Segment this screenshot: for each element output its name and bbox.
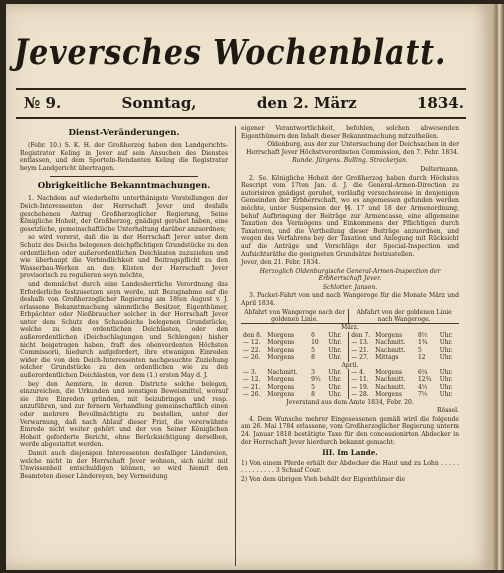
timetable-head-left: Abfahrt von Wangeroge nach der goldenen Linie. (241, 309, 349, 324)
dienst-text: (Febr. 10.) S. K. H. der Großherzog haben den Landgerichts-Registrator Keling in Jever auf sein Ansuchen des Dienstes entlassen, und dem Sporteln-Rendanten Keling die Registratur beym Landgericht übertragen. (20, 142, 228, 172)
issue-year: 1834. (416, 94, 464, 112)
section-title-bekanntmachungen: Obrigkeitliche Bekanntmachungen. (37, 181, 211, 192)
timetable-cell: Uhr. (439, 368, 453, 376)
timetable-cell: 8 (311, 391, 315, 399)
timetable-cell: Uhr. (439, 354, 453, 362)
timetable-cell: Uhr. (328, 339, 342, 347)
timetable-cell: 12 (417, 354, 426, 362)
timetable-cell: Morgens (267, 346, 295, 354)
timetable-cell: Morgens (375, 368, 403, 376)
timetable-cell: — 27. (349, 354, 373, 361)
timetable-row (241, 347, 459, 354)
issue-line (24, 94, 464, 112)
timetable-cell: — 3. (243, 368, 257, 376)
timetable-cell: Morgens (267, 391, 295, 399)
timetable-cell: Morgens (267, 354, 295, 362)
timetable-cell: Nachmitt. (375, 339, 406, 347)
timetable-cell: Uhr. (439, 376, 453, 384)
timetable-cell: Nachmitt. (267, 368, 298, 376)
page-edge (492, 4, 504, 570)
paragraph-6-date: Jever, den 21. Febr. 1834. (241, 259, 321, 267)
timetable-row (241, 384, 459, 391)
timetable-row (241, 369, 459, 376)
timetable-cell: den 8. (243, 331, 262, 339)
timetable-cell: 12¾ (417, 376, 432, 384)
timetable-cell: — 12. (243, 339, 261, 347)
timetable-cell: — 22. (243, 346, 261, 354)
timetable-cell: — 13. (349, 339, 373, 346)
paragraph-1: 1. Nachdem auf wiederholte unterthänigste Vorstellungen der Deich-Interessenten der Herrschaft Jever und desfalls geschehenen Antrag Großherzoglicher Regierung, Seine Königliche Hoheit, der Großherzog, gnädigst geruhet haben, eine gesetzliche, gemeinschaftliche Unterhaltung darüber anzuordnen; (20, 195, 228, 233)
column-divider (235, 126, 236, 566)
timetable-cell: — 11. (349, 376, 373, 383)
timetable-cell: 5 (417, 346, 422, 354)
timetable-cell: 8½ (417, 331, 428, 339)
timetable-month-march: März. (341, 324, 359, 332)
timetable-cell: — 12. (243, 376, 261, 384)
timetable-cell: Morgens (375, 331, 403, 339)
timetable-cell: — 26. (243, 391, 261, 399)
timetable-cell: Uhr. (439, 339, 453, 347)
timetable-cell: den 7. (349, 332, 373, 339)
right-cont-1: eigener Verantwortlichkeit, befohlen, solchen abwesenden Eigenthümern den Inhalt dieser Bekanntmachung mitzutheilen. (241, 125, 459, 140)
timetable-head-right: Abfahrt von der goldenen Linie nach Wangeroge. (349, 309, 459, 324)
masthead-rule-top (16, 88, 466, 90)
timetable-cell: 9½ (311, 376, 321, 384)
timetable-month-april: April. (341, 361, 359, 369)
timetable-cell: Uhr. (328, 354, 342, 362)
timetable-row (241, 391, 459, 398)
paragraph-8: 4. Dem Wunsche mehrer Eingesessenen gemäß wird die folgende am 26. Mai 1784 erlassene, vom Großherzoglicher Regierung unterm 24. Januar 1818 bestätigte Taxe für den concessionirten Abdecker in der Herrschaft Jever hierdurch bekannt gemacht: (241, 415, 459, 446)
timetable-row (241, 332, 459, 339)
timetable-cell: Uhr. (328, 383, 342, 391)
right-column (241, 125, 459, 484)
timetable-cell: Morgens (267, 376, 295, 384)
timetable-cell: 5 (311, 383, 315, 391)
timetable-april-rows (241, 369, 459, 399)
paragraph-6: 2. Se. Königliche Hoheit der Großherzog haben durch Höchstes Rescript vom 17ten Jan. d. J. die General-Armen-Direction zu autorisiren gnädigst geruhet, vorläufig versuchsweise in denjenigen Gemeinden der Erbherrschaft, wo es angemessen gefunden werden möchte, unter Suspension der §§. 17 und 18 der Armenordnung, behuf Aufbringung der Beiträge zur Armencasse, eine allgemeine Taxation des Vermögens und Einkommens der Pflichtigen durch Taxatoren, und die Vertheilung dieser Beiträge anzuordnen, und wegen des Verfahrens bey der Taxation und Anlegung mit Rücksicht auf die Anträge und Vorschläge der Special-Inspection und Aufsichtsräthe die geeigneten Grundsätze festzustellen. (241, 174, 459, 258)
paragraph-3: und demnächst durch eine Landesherrliche Verordnung das Erforderliche festzusetzen seyn werde, mit Bezugnahme auf die deshalb von Großherzoglicher Regierung am 18ten August v. J. erlassene Bekanntmachung sämmtliche Besitzer, Eigenthümer, Erbpächter oder Nießbraucher solcher in der Herrschaft Jever unter dem Schutz des Schaudeichs belegenen Grundstücke, welche zu den ordentlichen Deichlasten, oder den außerordentlichen (Deichschlagungen und Schlengen) bisher nicht beigetragen haben, fraft des obenvordenten Höchsten Commissorii, hiedurch aufgefordert, ihre etwanigen Einreden wider die von den Deich-Interessenten nachgesuchte Zuziehung solcher Grundstücke zu den ordentlichen wie zu den außerordentlichen Deichlasten, vor dem (1.) ersten May d. J. (20, 280, 228, 380)
timetable-cell: 3 (311, 368, 315, 376)
signature-1: Runde. Jürgens. Bulling. Strackerjan. (292, 157, 408, 165)
timetable-cell: Nachmitt. (375, 383, 406, 391)
timetable-cell: Uhr. (439, 391, 453, 399)
timetable-cell: — 28. (349, 391, 373, 398)
timetable-cell: — 4. (349, 369, 373, 376)
timetable-cell: Morgens (375, 391, 403, 399)
timetable-cell: Uhr. (439, 383, 453, 391)
timetable-cell: Uhr. (328, 368, 342, 376)
timetable-cell: 6 (311, 331, 315, 339)
paragraph-7-date: Jeverstand aus dem Amte 1834, Febr. 20. (286, 398, 414, 406)
masthead-title: Jeversches Wochenblatt. (14, 32, 447, 73)
timetable-cell: Uhr. (328, 391, 342, 399)
timetable-row (241, 339, 459, 346)
ferry-timetable (241, 309, 459, 399)
signature-2-names: Schlotter. Janson. (322, 283, 378, 291)
tariff-item-1: 1) Von einem Pferde erhält der Abdecker die Haut und zu Lohn . . . . . . . . . . . . . . 3 Schaaf Cour. (241, 459, 459, 475)
issue-day: Sonntag, (121, 94, 197, 112)
issue-number: № 9. (24, 94, 62, 112)
paragraph-4: bey den Aemtern, in deren Districte solche belegen, einzureichen, die Urkunden und sonstigen Beweismittel, worauf sie ihre Einreden gründen, mit beizubringen und resp. anzuführen, und zur fernern Verhandlung gemeinschaftlich einen oder mehrere Bevollmächtigte zu bestellen, unter der Verwarnung, daß nach Ablauf dieser Frist, die vorerwähnte Einrede nicht weiter gehört und der von Seiner Königlichen Hoheit geforderte Bericht, ohne Berücksichtigung derselben, werde abgestattet werden. (20, 380, 228, 449)
timetable-cell: Nachmitt. (375, 376, 406, 384)
timetable-cell: Nachmitt. (375, 346, 406, 354)
timetable-cell: Uhr. (328, 346, 342, 354)
timetable-cell: Uhr. (439, 331, 453, 339)
timetable-cell: Uhr. (328, 331, 342, 339)
timetable-cell: Uhr. (439, 346, 453, 354)
masthead-rule-bottom (16, 117, 466, 119)
subsection-title: III. Im Lande. (322, 448, 378, 458)
timetable-cell: 4½ (417, 383, 428, 391)
issue-date: den 2. März (256, 94, 357, 112)
timetable-cell: 10 (311, 339, 319, 347)
section-divider (50, 176, 198, 177)
timetable-cell: — 21. (349, 347, 373, 354)
timetable-cell: 1¾ (417, 339, 428, 347)
timetable-row (241, 354, 459, 361)
timetable-cell: 5 (311, 346, 315, 354)
signature-2: Herzoglich Oldenburgische General-Armen-Inspection der Erbherrschaft Jever. (259, 267, 441, 283)
paragraph-5: Damit auch diejenigen Interessenten desfalliger Ländereien, welche nicht in der Herrschaft Jever wohnen, sich nicht mit Unwissenheit entschuldigen können, so wird hiemit den Beamteten dieser Ländereyen, bey Vermeidung (20, 449, 228, 480)
timetable-cell: 6¼ (417, 368, 428, 376)
paragraph-7: 3. Packet-Fahrt von und nach Wangeroge für die Monate März und April 1834. (241, 292, 459, 308)
signature-1b: Deltermann. (420, 165, 459, 173)
timetable-cell: — 26. (243, 354, 261, 362)
timetable-cell: Mittags (375, 354, 399, 362)
timetable-cell: Uhr. (328, 376, 342, 384)
timetable-cell: — 19. (349, 384, 373, 391)
timetable-cell: Morgens (267, 339, 295, 347)
timetable-cell: Morgens (267, 331, 295, 339)
timetable-march-rows (241, 332, 459, 362)
section-title-dienst: Dienst-Veränderungen. (68, 128, 180, 138)
tariff-item-2: 2) Von dem übrigen Vieh behält der Eigenthümer die (241, 475, 406, 483)
timetable-cell: Morgens (267, 383, 295, 391)
right-cont-2: Oldenburg, aus der zur Untersuchung der Deichsachen in der Herrschaft Jever Höchstverordneten Commission, den 7. Febr. 1834. (246, 141, 459, 156)
paragraph-2: so wird vorerst, daß die in der Herrschaft Jever unter dem Schutz des Deichs belegenen deichpflichtigen Grundstücke zu den ordentlichen oder außerordentlichen Deichlasten zuzuziehen und wie überhaupt die Verbindlichkeit und Beitragspflicht zu den Wasserbau-Werken an den Küsten der Herrschaft Jever provisorisch zu regulieren seyn möchte, (20, 234, 228, 280)
left-column (20, 126, 228, 481)
newspaper-page (6, 4, 492, 570)
signature-3: Rössel. (436, 407, 459, 415)
timetable-row (241, 376, 459, 383)
timetable-cell: 7½ (417, 391, 428, 399)
timetable-cell: — 21. (243, 383, 261, 391)
timetable-cell: 8 (311, 354, 315, 362)
